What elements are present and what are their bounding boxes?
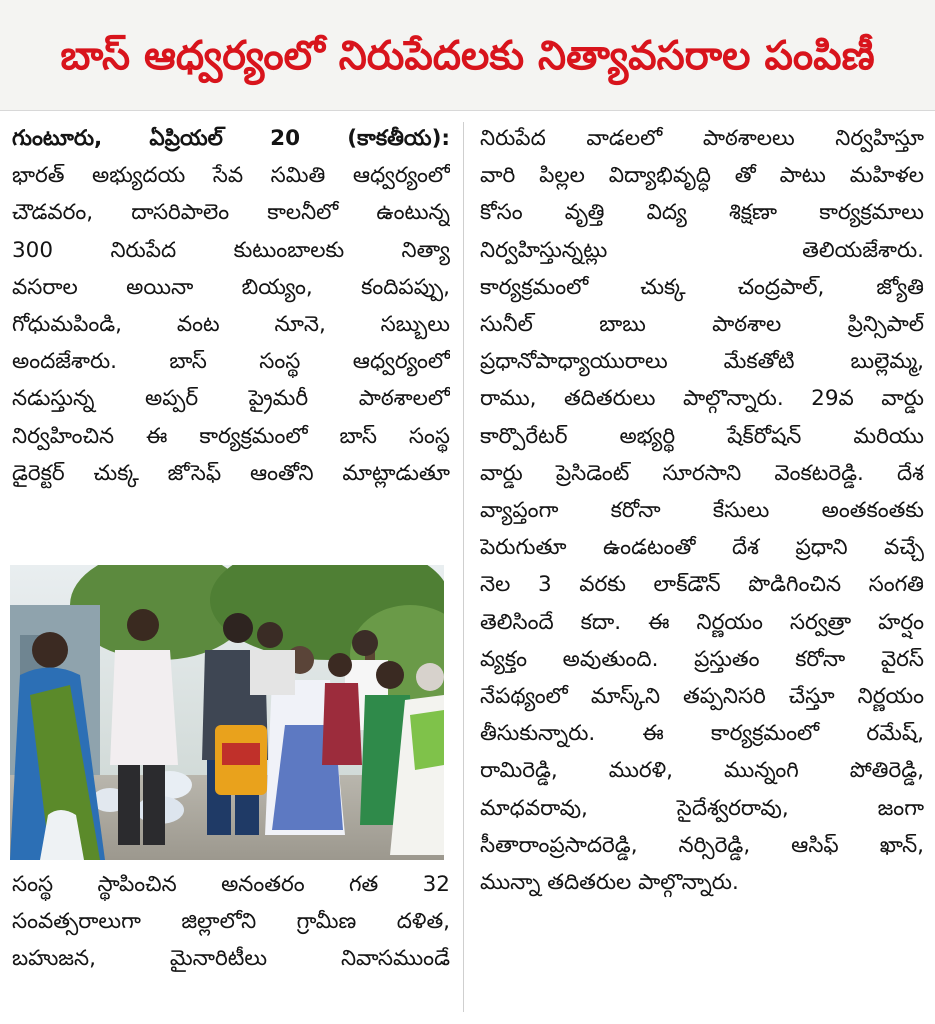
text-line: వ్యాప్తంగా కరోనా కేసులు అంతకంతకు [480, 498, 924, 524]
text-line: భారత్ అభ్యుదయ సేవ సమితి ఆధ్వర్యంలో [12, 163, 450, 189]
text-line: తెలిసిందే కదా. ఈ నిర్ణయం సర్వత్రా హర్షం [480, 609, 924, 635]
text-line: బహుజన, మైనారిటీలు నివాసముండే [12, 946, 450, 972]
text-line: వార్డు ప్రెసిడెంట్ సూరసాని వెంకటరెడ్డి. దేశ [480, 460, 924, 486]
text-line: నెల 3 వరకు లాక్‌డౌన్ పొడిగించిన సంగతి [480, 572, 924, 598]
text-line: ప్రధానోపాధ్యాయురాలు మేకతోటి బుల్లెమ్మ, [480, 349, 924, 375]
text-line: నిర్వహిస్తున్నట్లు తెలియజేశారు. [480, 237, 924, 263]
text-line: సంస్థ స్థాపించిన అనంతరం గత 32 [12, 872, 450, 897]
text-line: అందజేశారు. బాస్ సంస్థ ఆధ్వర్యంలో [12, 349, 450, 375]
text-line: మాధవరావు, సైదేశ్వరరావు, జంగా [480, 795, 924, 821]
text-line: వారి పిల్లల విద్యాభివృద్ధి తో పాటు మహిళల [480, 163, 924, 189]
photo-illustration [10, 565, 444, 860]
column-divider [463, 122, 464, 1012]
left-column-bottom [12, 866, 450, 978]
text-line: తీసుకున్నారు. ఈ కార్యక్రమంలో రమేష్, [480, 721, 924, 747]
text-line: కోసం వృత్తి విద్య శిక్షణా కార్యక్రమాలు [480, 200, 924, 226]
text-line: డైరెక్టర్ చుక్క జోసెఫ్ ఆంతోని మాట్లాడుతూ [12, 460, 450, 486]
text-line: 300 నిరుపేద కుటుంబాలకు నిత్యా [12, 237, 450, 263]
text-line: వసరాల అయినా బియ్యం, కందిపప్పు, [12, 274, 450, 300]
text-line: నిర్వహించిన ఈ కార్యక్రమంలో బాస్ సంస్థ [12, 423, 450, 449]
dateline: గుంటూరు, ఏప్రియల్ 20 (కాకతీయ): [12, 126, 450, 151]
text-line: వ్యక్తం అవుతుంది. ప్రస్తుతం కరోనా వైరస్ [480, 646, 924, 672]
text-line: పెరుగుతూ ఉండటంతో దేశ ప్రధాని వచ్చే [480, 535, 924, 561]
text-line: మున్నా తదితరుల పాల్గొన్నారు. [480, 870, 739, 896]
news-photo [10, 565, 444, 860]
text-line: రాము, తదితరులు పాల్గొన్నారు. 29వ వార్డు [480, 386, 924, 412]
left-column [12, 120, 450, 492]
right-column [480, 120, 924, 901]
text-line: చౌడవరం, దాసరిపాలెం కాలనీలో ఉంటున్న [12, 200, 450, 226]
headline-banner [0, 0, 935, 111]
text-line: నిరుపేద వాడలలో పాఠశాలలు నిర్వహిస్తూ [480, 126, 924, 151]
text-line: గోధుమపిండి, వంట నూనె, సబ్బులు [12, 312, 450, 338]
text-line: రామిరెడ్డి, మురళి, మున్నంగి పోతిరెడ్డి, [480, 758, 924, 784]
text-line: కార్యక్రమంలో చుక్క చంద్రపాల్, జ్యోతి [480, 274, 924, 300]
headline: బాస్ ఆధ్వర్యంలో నిరుపేదలకు నిత్యావసరాల పంపిణీ [60, 33, 875, 79]
text-line: కార్పొరేటర్ అభ్యర్థి షేక్‌రోషన్ మరియు [480, 423, 924, 449]
text-line: సీతారాంప్రసాదరెడ్డి, నర్సిరెడ్డి, ఆసిఫ్ ఖాన్, [480, 832, 924, 858]
text-line: సునీల్ బాబు పాఠశాల ప్రిన్సిపాల్ [480, 312, 924, 338]
text-line: నేపథ్యంలో మాస్క్‌ని తప్పనిసరి చేస్తూ నిర్ణయం [480, 684, 924, 710]
text-line: నడుస్తున్న అప్పర్ ప్రైమరీ పాఠశాలలో [12, 386, 450, 412]
text-line: సంవత్సరాలుగా జిల్లాలోని గ్రామీణ దళిత, [12, 909, 450, 935]
